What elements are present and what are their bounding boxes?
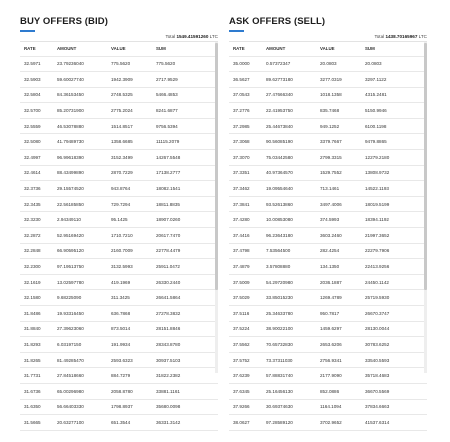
rate-cell: 37.6239 — [233, 373, 250, 379]
bid-table — [20, 41, 218, 425]
amount-cell: 23.79236040 — [57, 61, 84, 67]
rate-cell: 36.5627 — [233, 76, 250, 82]
amount-header[interactable]: AMOUNT — [266, 46, 286, 52]
amount-cell: 6.03197150 — [57, 341, 82, 347]
amount-cell: 33.85015230 — [266, 295, 293, 301]
value-cell: 1798.8937 — [111, 404, 133, 410]
rate-cell: 32.4997 — [24, 154, 41, 160]
table-row[interactable] — [20, 259, 218, 275]
table-row[interactable] — [20, 88, 218, 104]
amount-cell: 9.68225090 — [57, 295, 82, 301]
sum-cell: 12279.2180 — [365, 154, 390, 160]
table-row[interactable] — [229, 212, 427, 228]
bid-total-prefix: Total — [165, 34, 177, 39]
value-cell: 1358.6685 — [111, 139, 133, 145]
sum-cell: 2717.9529 — [156, 76, 178, 82]
table-row[interactable] — [20, 166, 218, 182]
sum-cell: 36670.5569 — [365, 388, 390, 394]
rate-cell: 31.8840 — [24, 326, 41, 332]
amount-cell: 19.09554640 — [266, 186, 293, 192]
amount-cell: 65.00296980 — [57, 388, 84, 394]
rate-cell: 37.4879 — [233, 264, 250, 270]
table-row[interactable] — [229, 181, 427, 197]
amount-cell: 25.34633780 — [266, 310, 293, 316]
sum-cell: 35718.4683 — [365, 373, 390, 379]
rate-cell: 37.5009 — [233, 279, 250, 285]
sum-cell: 27278.3832 — [156, 310, 181, 316]
sum-cell: 25719.5930 — [365, 295, 390, 301]
sum-cell: 37834.6663 — [365, 404, 390, 410]
value-cell: 1942.3909 — [111, 76, 133, 82]
sum-cell: 4315.2481 — [365, 92, 387, 98]
value-cell: 191.9934 — [111, 341, 131, 347]
ask-table — [229, 41, 427, 425]
rate-cell: 37.3841 — [233, 201, 250, 207]
ask-total-prefix: Total — [374, 34, 386, 39]
value-cell: 1514.8517 — [111, 123, 133, 129]
rate-cell: 37.4416 — [233, 232, 250, 238]
sum-cell: 30783.6252 — [365, 341, 390, 347]
value-cell: 2036.1887 — [320, 279, 342, 285]
bid-rows — [20, 57, 218, 431]
table-row[interactable] — [229, 244, 427, 260]
table-row[interactable] — [20, 353, 218, 369]
table-row[interactable] — [20, 244, 218, 260]
rate-cell: 37.5752 — [233, 357, 250, 363]
table-row[interactable] — [229, 353, 427, 369]
value-cell: 3379.7667 — [320, 139, 342, 145]
sum-cell: 22778.4479 — [156, 248, 181, 254]
table-row[interactable] — [20, 103, 218, 119]
value-cell: 775.5620 — [111, 61, 131, 67]
value-cell: 2799.3315 — [320, 154, 342, 160]
rate-cell: 37.4280 — [233, 217, 250, 223]
ask-scrollbar[interactable] — [424, 42, 427, 373]
sum-cell: 33540.5593 — [365, 357, 390, 363]
table-row[interactable] — [20, 150, 218, 166]
rate-cell: 37.5224 — [233, 326, 250, 332]
value-cell: 282.4254 — [320, 248, 340, 254]
rate-cell: 32.3435 — [24, 201, 41, 207]
value-cell: 3702.9652 — [320, 419, 342, 425]
amount-cell: 81.49285470 — [57, 357, 84, 363]
amount-cell: 88.43499890 — [57, 170, 84, 176]
table-row[interactable] — [229, 119, 427, 135]
bid-scrollbar[interactable] — [215, 42, 218, 373]
value-cell: 1710.7210 — [111, 232, 133, 238]
amount-cell: 84.36153450 — [57, 92, 84, 98]
table-row[interactable] — [229, 290, 427, 306]
value-cell: 1529.7552 — [320, 170, 342, 176]
value-cell: 311.3425 — [111, 295, 130, 301]
value-cell: 134.1350 — [320, 264, 340, 270]
rate-cell: 32.5559 — [24, 123, 41, 129]
rate-cell: 31.5665 — [24, 419, 41, 425]
rate-cell: 32.3230 — [24, 217, 41, 223]
value-cell: 1459.6297 — [320, 326, 342, 332]
amount-cell: 27.47666340 — [266, 92, 293, 98]
sum-cell: 33881.1161 — [156, 388, 180, 394]
rate-cell: 37.3070 — [233, 154, 250, 160]
table-row[interactable] — [229, 103, 427, 119]
value-cell: 419.1969 — [111, 279, 131, 285]
value-cell: 3603.2460 — [320, 232, 342, 238]
table-row[interactable] — [20, 57, 218, 73]
rate-cell: 32.5971 — [24, 61, 41, 67]
sum-cell: 36331.3142 — [156, 419, 181, 425]
sum-cell: 26641.5864 — [156, 295, 181, 301]
table-row[interactable] — [229, 72, 427, 88]
value-cell: 950.7817 — [320, 310, 340, 316]
table-row[interactable] — [229, 384, 427, 400]
sum-cell: 775.5620 — [156, 61, 176, 67]
value-cell: 1269.4789 — [320, 295, 342, 301]
amount-cell: 25.16456130 — [266, 388, 293, 394]
rate-cell: 37.3462 — [233, 186, 250, 192]
amount-cell: 66.90595120 — [57, 248, 84, 254]
rate-cell: 32.5080 — [24, 139, 41, 145]
amount-cell: 46.53078880 — [57, 123, 84, 129]
amount-cell: 97.28589120 — [266, 419, 293, 425]
value-cell: 3497.4006 — [320, 201, 342, 207]
bid-total-value: 1549.41591260 — [176, 34, 209, 39]
rate-cell: 37.9266 — [233, 404, 250, 410]
sum-cell: 11115.2079 — [156, 139, 180, 145]
value-cell: 651.3544 — [111, 419, 131, 425]
rate-cell: 32.3736 — [24, 186, 41, 192]
amount-cell: 27.39623060 — [57, 326, 84, 332]
table-row[interactable] — [229, 275, 427, 291]
table-row[interactable] — [20, 368, 218, 384]
amount-cell: 75.03442580 — [266, 154, 293, 160]
amount-cell: 96.99618390 — [57, 154, 84, 160]
rate-cell: 32.4614 — [24, 170, 41, 176]
bid-total-unit: LTC — [208, 34, 218, 39]
rate-cell: 32.5804 — [24, 92, 41, 98]
table-row[interactable] — [20, 72, 218, 88]
rate-cell: 32.2300 — [24, 264, 41, 270]
rate-cell: 31.7731 — [24, 373, 41, 379]
value-cell: 2775.2024 — [111, 108, 133, 114]
table-row[interactable] — [20, 228, 218, 244]
rate-cell: 31.6736 — [24, 388, 41, 394]
value-cell: 3152.3499 — [111, 154, 133, 160]
amount-cell: 89.62773180 — [266, 76, 293, 82]
sum-cell: 5466.4853 — [156, 92, 178, 98]
ask-title-underline — [229, 30, 244, 32]
sum-cell: 28151.8846 — [156, 326, 181, 332]
rate-cell: 37.5562 — [233, 341, 250, 347]
ask-rows — [229, 57, 427, 431]
ask-total — [229, 34, 427, 40]
ask-header-row — [229, 42, 427, 57]
sum-cell: 24450.1142 — [365, 279, 389, 285]
value-cell: 2756.9341 — [320, 357, 342, 363]
sum-cell: 35680.0098 — [156, 404, 181, 410]
sum-cell: 3297.1122 — [365, 76, 387, 82]
amount-cell: 3.57808880 — [266, 264, 291, 270]
table-row[interactable] — [229, 88, 427, 104]
table-row[interactable] — [20, 181, 218, 197]
value-cell: 943.8764 — [111, 186, 131, 192]
sum-cell: 18394.1192 — [365, 217, 389, 223]
value-cell: 3132.5993 — [111, 264, 133, 270]
amount-cell: 56.66403330 — [57, 404, 84, 410]
table-row[interactable] — [20, 384, 218, 400]
value-cell: 873.5014 — [111, 326, 131, 332]
rate-header[interactable]: RATE — [24, 46, 36, 52]
amount-cell: 30.69374630 — [266, 404, 293, 410]
sum-cell: 28343.8780 — [156, 341, 181, 347]
value-cell: 95.1425 — [111, 217, 128, 223]
amount-cell: 0.57372347 — [266, 61, 291, 67]
rate-cell: 32.1619 — [24, 279, 41, 285]
rate-cell: 37.0543 — [233, 92, 250, 98]
table-row[interactable] — [229, 134, 427, 150]
table-row[interactable] — [20, 306, 218, 322]
rate-cell: 37.3351 — [233, 170, 250, 176]
rate-cell: 31.6350 — [24, 404, 41, 410]
rate-header[interactable]: RATE — [233, 46, 245, 52]
rate-cell: 37.2985 — [233, 123, 250, 129]
amount-cell: 22.56185850 — [57, 201, 84, 207]
amount-cell: 85.20731900 — [57, 108, 84, 114]
amount-cell: 96.23643180 — [266, 232, 293, 238]
amount-cell: 59.60027740 — [57, 76, 84, 82]
amount-cell: 70.65732830 — [266, 341, 293, 347]
sum-cell: 26330.2440 — [156, 279, 181, 285]
value-cell: 1164.1094 — [320, 404, 342, 410]
sum-header[interactable]: SUM — [365, 46, 375, 52]
sum-cell: 20617.7470 — [156, 232, 181, 238]
amount-cell: 97.19513750 — [57, 264, 84, 270]
rate-cell: 32.2872 — [24, 232, 41, 238]
sum-cell: 14267.5548 — [156, 154, 181, 160]
rate-cell: 32.5700 — [24, 108, 41, 114]
amount-cell: 57.88831740 — [266, 373, 293, 379]
rate-cell: 35.0000 — [233, 61, 250, 67]
amount-header[interactable]: AMOUNT — [57, 46, 77, 52]
value-cell: 374.5993 — [320, 217, 340, 223]
sum-cell: 17138.2777 — [156, 170, 181, 176]
rate-cell: 32.5903 — [24, 76, 41, 82]
sum-cell: 41537.6314 — [365, 419, 390, 425]
value-cell: 20.0803 — [320, 61, 337, 67]
table-row[interactable] — [20, 400, 218, 416]
sum-cell: 30937.5103 — [156, 357, 181, 363]
sum-cell: 13808.9732 — [365, 170, 390, 176]
table-row[interactable] — [20, 337, 218, 353]
table-row[interactable] — [20, 415, 218, 431]
ask-total-value: 1438.70165967 — [385, 34, 418, 39]
amount-cell: 2.94349110 — [57, 217, 81, 223]
value-cell: 2160.7009 — [111, 248, 133, 254]
value-cell: 835.7468 — [320, 108, 340, 114]
table-row[interactable] — [20, 290, 218, 306]
sum-cell: 5150.9946 — [365, 108, 387, 114]
sum-cell: 14522.1193 — [365, 186, 389, 192]
sum-cell: 6100.1198 — [365, 123, 387, 129]
value-header[interactable]: VALUE — [320, 46, 335, 52]
sum-cell: 18811.8835 — [156, 201, 180, 207]
sum-cell: 18082.1541 — [156, 186, 181, 192]
bid-total — [20, 34, 218, 40]
amount-cell: 27.84518660 — [57, 373, 84, 379]
value-cell: 2748.5325 — [111, 92, 133, 98]
rate-cell: 37.5029 — [233, 295, 250, 301]
bid-title: BUY OFFERS (BID) — [20, 16, 108, 27]
sum-cell: 22413.9256 — [365, 264, 390, 270]
value-cell: 2177.9090 — [320, 373, 342, 379]
sum-cell: 20.0803 — [365, 61, 382, 67]
bid-panel — [20, 0, 218, 425]
value-cell: 2593.6323 — [111, 357, 133, 363]
table-row[interactable] — [229, 400, 427, 416]
bid-scrollbar-thumb[interactable] — [215, 43, 218, 290]
amount-cell: 73.37311030 — [266, 357, 293, 363]
sum-cell: 8241.6877 — [156, 108, 178, 114]
table-row[interactable] — [229, 415, 427, 431]
table-row[interactable] — [20, 212, 218, 228]
amount-cell: 19.93316450 — [57, 310, 84, 316]
ask-total-unit: LTC — [417, 34, 427, 39]
rate-cell: 37.3068 — [233, 139, 250, 145]
amount-cell: 13.02597780 — [57, 279, 84, 285]
ask-panel — [229, 0, 427, 425]
table-row[interactable] — [229, 228, 427, 244]
table-row[interactable] — [229, 259, 427, 275]
table-row[interactable] — [229, 322, 427, 338]
value-cell: 884.7279 — [111, 373, 131, 379]
bid-header-row — [20, 42, 218, 57]
amount-cell: 7.53564500 — [266, 248, 291, 254]
amount-cell: 52.95169420 — [57, 232, 84, 238]
table-row[interactable] — [229, 368, 427, 384]
amount-cell: 20.63277100 — [57, 419, 84, 425]
rate-cell: 38.0627 — [233, 419, 250, 425]
rate-cell: 37.5116 — [233, 310, 250, 316]
table-row[interactable] — [229, 306, 427, 322]
sum-header[interactable]: SUM — [156, 46, 166, 52]
table-row[interactable] — [20, 322, 218, 338]
sum-cell: 9756.5394 — [156, 123, 178, 129]
amount-cell: 38.90022100 — [266, 326, 293, 332]
amount-cell: 90.56085190 — [266, 139, 293, 145]
amount-cell: 93.52613860 — [266, 201, 293, 207]
value-cell: 729.7294 — [111, 201, 131, 207]
table-row[interactable] — [20, 197, 218, 213]
rate-cell: 31.8486 — [24, 310, 41, 316]
amount-cell: 25.44673840 — [266, 123, 293, 129]
amount-cell: 10.00853080 — [266, 217, 293, 223]
sum-cell: 28130.0044 — [365, 326, 390, 332]
value-cell: 852.0886 — [320, 388, 340, 394]
sum-cell: 9479.8865 — [365, 139, 387, 145]
sum-cell: 25911.0472 — [156, 264, 180, 270]
ask-scrollbar-thumb[interactable] — [424, 43, 427, 290]
amount-cell: 54.29720980 — [266, 279, 293, 285]
rate-cell: 31.8293 — [24, 341, 41, 347]
value-cell: 2870.7229 — [111, 170, 133, 176]
value-cell: 636.7868 — [111, 310, 131, 316]
table-row[interactable] — [20, 275, 218, 291]
value-cell: 3277.0319 — [320, 76, 342, 82]
value-header[interactable]: VALUE — [111, 46, 126, 52]
rate-cell: 37.4798 — [233, 248, 250, 254]
amount-cell: 29.15574520 — [57, 186, 84, 192]
sum-cell: 21997.3652 — [365, 232, 390, 238]
sum-cell: 31822.2382 — [156, 373, 181, 379]
rate-cell: 31.8265 — [24, 357, 41, 363]
value-cell: 2653.6206 — [320, 341, 342, 347]
value-cell: 713.1461 — [320, 186, 340, 192]
table-row[interactable] — [229, 337, 427, 353]
table-row[interactable] — [229, 57, 427, 73]
value-cell: 1018.1358 — [320, 92, 342, 98]
amount-cell: 22.41953750 — [266, 108, 293, 114]
amount-cell: 40.97364570 — [266, 170, 293, 176]
table-row[interactable] — [229, 150, 427, 166]
table-row[interactable] — [229, 166, 427, 182]
table-row[interactable] — [20, 119, 218, 135]
table-row[interactable] — [229, 197, 427, 213]
value-cell: 2058.8780 — [111, 388, 133, 394]
rate-cell: 32.2848 — [24, 248, 41, 254]
value-cell: 949.1252 — [320, 123, 340, 129]
sum-cell: 18019.5199 — [365, 201, 390, 207]
rate-cell: 37.6345 — [233, 388, 250, 394]
table-row[interactable] — [20, 134, 218, 150]
bid-title-underline — [20, 30, 35, 32]
sum-cell: 26670.3747 — [365, 310, 390, 316]
rate-cell: 32.1580 — [24, 295, 41, 301]
rate-cell: 37.2776 — [233, 108, 250, 114]
sum-cell: 22279.7906 — [365, 248, 390, 254]
ask-title: ASK OFFERS (SELL) — [229, 16, 326, 27]
amount-cell: 41.79489730 — [57, 139, 84, 145]
sum-cell: 18907.0260 — [156, 217, 181, 223]
